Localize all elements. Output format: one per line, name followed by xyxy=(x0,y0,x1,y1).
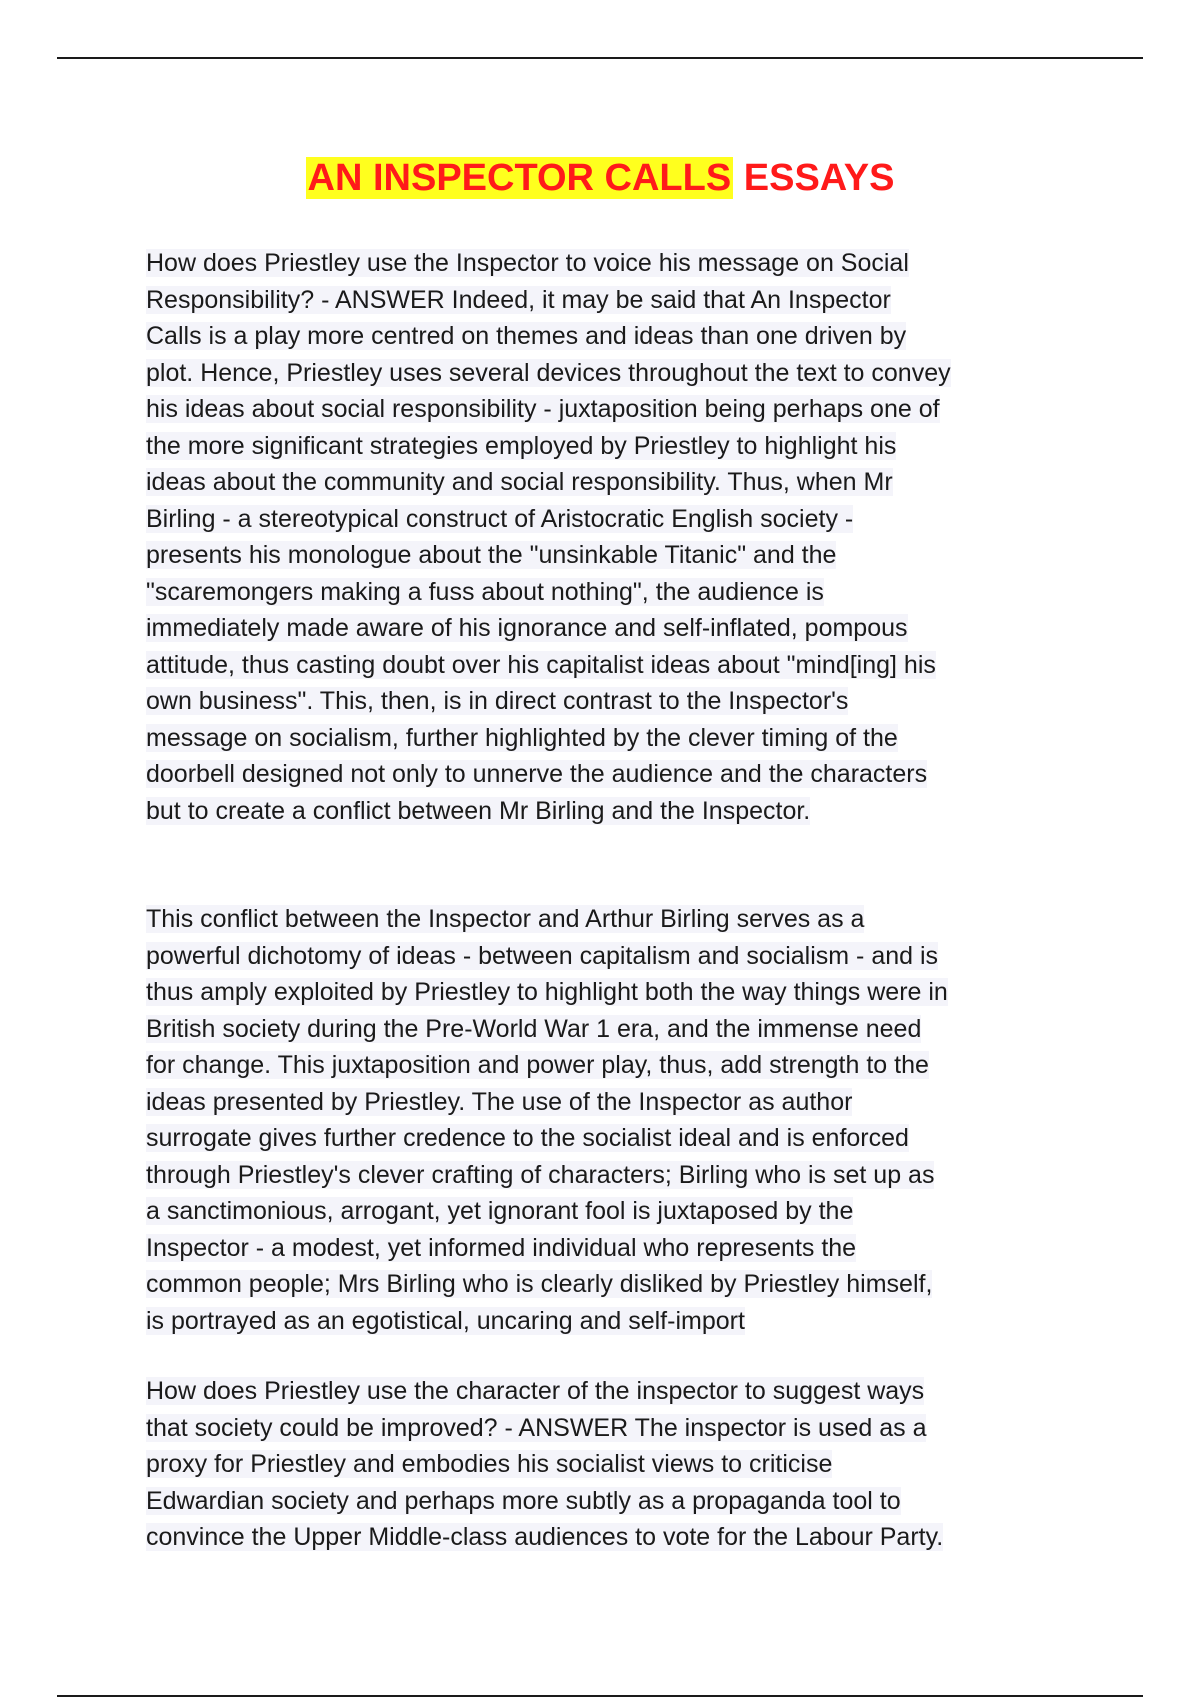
title-highlighted-text: AN INSPECTOR CALLS xyxy=(307,157,732,199)
title-rest-text: ESSAYS xyxy=(743,157,895,199)
paragraph-3 xyxy=(146,1373,1066,1556)
paragraph-2 xyxy=(146,901,1066,1339)
paragraph-1 xyxy=(146,245,1066,829)
bottom-rule xyxy=(57,1695,1143,1697)
paragraph-3-text: How does Priestley use the character of the inspector to suggest ways that society could be improved? - ANSWER The inspector is used as a proxy for Priestley and embodies his socialist views to criticise Edwardian society and perhaps more subtly as a propaganda tool to convince the Upper Middle-class audiences to vote for the Labour Party. xyxy=(146,1377,944,1551)
paragraph-2-text: This conflict between the Inspector and Arthur Birling serves as a powerful dichotomy of ideas - between capitalism and socialism - and is thus amply exploited by Priestley to highlight both the way things were in British society during the Pre-World War 1 era, and the immense need for change. This juxtaposition and power play, thus, add strength to the ideas presented by Priestley. The use of the Inspector as author surrogate gives further credence to the socialist ideal and is enforced through Priestley's clever crafting of characters; Birling who is set up as a sanctimonious, arrogant, yet ignorant fool is juxtaposed by the Inspector - a modest, yet informed individual who represents the common people; Mrs Birling who is clearly disliked by Priestley himself, is portrayed as an egotistical, uncaring and self-import xyxy=(146,905,948,1335)
document-title xyxy=(0,148,1200,208)
top-rule xyxy=(57,57,1143,59)
paragraph-1-text: How does Priestley use the Inspector to voice his message on Social Responsibility? - ANSWER Indeed, it may be said that An Inspector Calls is a play more centred on themes and ideas than one driven by plot. Hence, Priestley uses several devices throughout the text to convey his ideas about social responsibility - juxtaposition being perhaps one of the more significant strategies employed by Priestley to highlight his ideas about the community and social responsibility. Thus, when Mr Birling - a stereotypical construct of Aristocratic English society - presents his monologue about the "unsinkable Titanic" and the "scaremongers making a fuss about nothing", the audience is immediately made aware of his ignorance and self-inflated, pompous attitude, thus casting doubt over his capitalist ideas about "mind[ing] his own business". This, then, is in direct contrast to the Inspector's message on socialism, further highlighted by the clever timing of the doorbell designed not only to unnerve the audience and the characters but to create a conflict between Mr Birling and the Inspector. xyxy=(146,249,951,825)
document-body xyxy=(146,245,1066,1556)
